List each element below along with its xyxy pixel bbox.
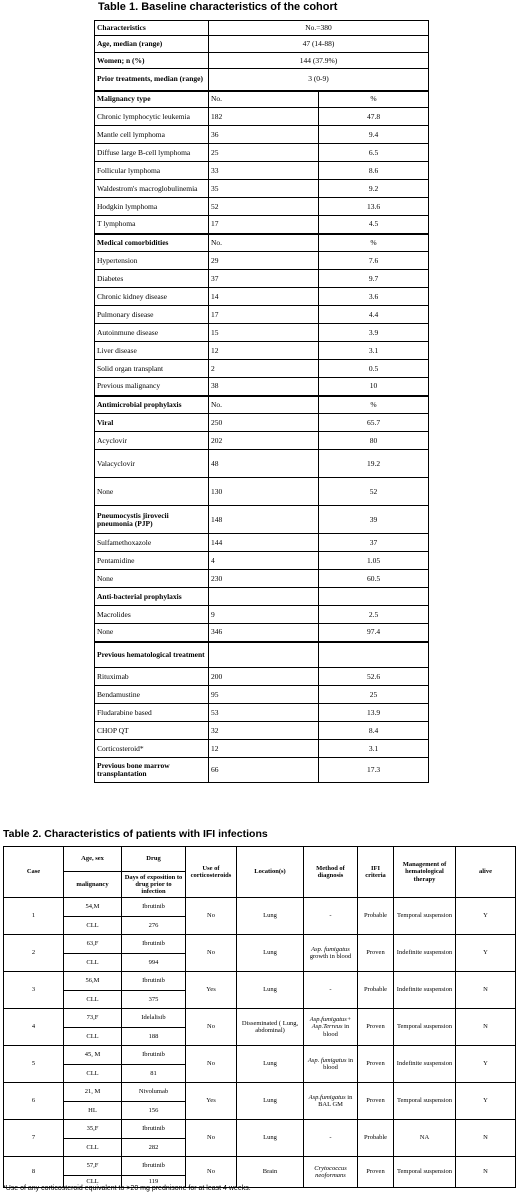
t1-row-pct: 47.8: [319, 108, 429, 126]
t2-location-cell: Lung: [237, 1083, 304, 1120]
t1-row-label: Sulfamethoxazole: [95, 534, 209, 552]
table-row: [4, 1046, 516, 1065]
t1-row-pct: 65.7: [319, 414, 429, 432]
t2-alive-cell: Y: [456, 1083, 516, 1120]
t2-management-cell: Temporal suspension: [394, 1009, 456, 1046]
t2-management-cell: Temporal suspension: [394, 1083, 456, 1120]
t2-cortico-cell: No: [186, 1157, 237, 1188]
t1-row-no: 144: [209, 534, 319, 552]
t2-management-cell: Temporal suspension: [394, 898, 456, 935]
t1-row-label: None: [95, 624, 209, 642]
t2-malignancy-cell: CLL: [64, 1139, 122, 1157]
t2-method-header: Method of diagnosis: [304, 847, 358, 898]
method-text: in blood: [323, 1023, 350, 1038]
t1-row-label: Diffuse large B-cell lymphoma: [95, 144, 209, 162]
t1-pct-header: %: [319, 396, 429, 414]
t1-row-pct: 6.5: [319, 144, 429, 162]
t2-alive-cell: Y: [456, 898, 516, 935]
t1-comorb-header: Medical comorbidities: [95, 234, 209, 252]
t2-age-sex-cell: 56,M: [64, 972, 122, 991]
t1-age-label: Age, median (range): [95, 36, 209, 53]
table-row: [4, 935, 516, 954]
t1-row-pct: 9.4: [319, 126, 429, 144]
method-text: -: [329, 912, 332, 920]
t2-days-cell: 156: [122, 1102, 186, 1120]
t1-row-label: Rituximab: [95, 668, 209, 686]
t1-row-pct: 3.1: [319, 740, 429, 758]
t2-location-cell: Lung: [237, 1120, 304, 1157]
t2-location-cell: Lung: [237, 1046, 304, 1083]
t2-location-cell: Lung: [237, 935, 304, 972]
t1-no-header: No.: [209, 234, 319, 252]
t2-age-sex-cell: 21, M: [64, 1083, 122, 1102]
method-text: in BAL GM: [318, 1093, 353, 1108]
t1-row-pct: 60.5: [319, 570, 429, 588]
t1-row-label: None: [95, 478, 209, 506]
t2-location-header: Location(s): [237, 847, 304, 898]
t1-row-pct: 9.7: [319, 270, 429, 288]
t2-alive-cell: N: [456, 1157, 516, 1188]
t2-drug-cell: Ibrutinib: [122, 1120, 186, 1139]
t2-case-cell: 7: [4, 1120, 64, 1157]
t2-case-cell: 6: [4, 1083, 64, 1120]
t2-management-cell: Indefinite suspension: [394, 1046, 456, 1083]
t1-row-no: 38: [209, 378, 319, 396]
t1-prophylaxis-header: Antimicrobial prophylaxis: [95, 396, 209, 414]
t1-row-label: Waldestrom's macroglobulinemia: [95, 180, 209, 198]
t1-row-no: 53: [209, 704, 319, 722]
t1-row-pct: 39: [319, 506, 429, 534]
t2-drug-cell: Ibrutinib: [122, 935, 186, 954]
t1-row-no: 2: [209, 360, 319, 378]
t1-row-label: Mantle cell lymphoma: [95, 126, 209, 144]
t1-row-label: Chronic lymphocytic leukemia: [95, 108, 209, 126]
t1-row-pct: 8.6: [319, 162, 429, 180]
table-row: [4, 972, 516, 991]
t1-row-label: Hodgkin lymphoma: [95, 198, 209, 216]
method-text: -: [329, 986, 332, 994]
t2-drug-header: Drug: [122, 847, 186, 872]
t1-row-label: Pentamidine: [95, 552, 209, 570]
t2-method-cell: [304, 898, 358, 935]
organism-name: Asp.fumigatus+ Asp.Terreus: [309, 1016, 352, 1031]
t2-case-cell: 8: [4, 1157, 64, 1188]
t2-drug-cell: Idelalisib: [122, 1009, 186, 1028]
t2-management-header: Management of hematological therapy: [394, 847, 456, 898]
t2-malignancy-cell: CLL: [64, 1065, 122, 1083]
t2-malignancy-cell: CLL: [64, 1028, 122, 1046]
t2-cortico-cell: Yes: [186, 1083, 237, 1120]
t2-location-cell: Lung: [237, 972, 304, 1009]
method-text: in blood: [323, 1056, 354, 1071]
t2-age-sex-header: Age, sex: [64, 847, 122, 872]
t1-row-pct: 7.6: [319, 252, 429, 270]
t2-age-sex-cell: 45, M: [64, 1046, 122, 1065]
t1-row-no: 148: [209, 506, 319, 534]
t2-criteria-cell: Proven: [358, 1046, 394, 1083]
t1-antibacterial-header: Anti-bacterial prophylaxis: [95, 588, 209, 606]
t2-drug-cell: Ibrutinib: [122, 898, 186, 917]
t2-days-cell: 375: [122, 991, 186, 1009]
table-row: [4, 1157, 516, 1176]
t2-management-cell: Indefinite suspension: [394, 935, 456, 972]
t1-row-label: Pulmonary disease: [95, 306, 209, 324]
t2-malignancy-cell: CLL: [64, 991, 122, 1009]
t1-row-no: 14: [209, 288, 319, 306]
t1-row-no: 182: [209, 108, 319, 126]
t2-location-cell: Disseminated ( Lung, abdominal): [237, 1009, 304, 1046]
t1-empty-cell: [319, 642, 429, 668]
t2-criteria-cell: Probable: [358, 1120, 394, 1157]
table-row: [4, 1083, 516, 1102]
t1-row-label: Solid organ transplant: [95, 360, 209, 378]
t2-malignancy-cell: CLL: [64, 917, 122, 935]
t1-row-pct: 8.4: [319, 722, 429, 740]
t2-criteria-cell: Proven: [358, 1157, 394, 1188]
organism-name: Asp. fumigatus: [307, 1056, 347, 1064]
t1-row-pct: 52: [319, 478, 429, 506]
t2-case-cell: 4: [4, 1009, 64, 1046]
t1-women-value: 144 (37.9%): [209, 53, 429, 69]
t2-method-cell: [304, 1120, 358, 1157]
t2-criteria-cell: Proven: [358, 1083, 394, 1120]
t1-prior-label: Prior treatments, median (range): [95, 69, 209, 91]
t2-case-cell: 5: [4, 1046, 64, 1083]
table1-title: Table 1. Baseline characteristics of the cohort: [98, 1, 338, 13]
t1-pct-header: %: [319, 234, 429, 252]
t1-row-no: 33: [209, 162, 319, 180]
t2-age-sex-cell: 63,F: [64, 935, 122, 954]
t1-row-no: 37: [209, 270, 319, 288]
t2-malignancy-cell: CLL: [64, 954, 122, 972]
table-row: [4, 898, 516, 917]
method-text: growth in blood: [309, 953, 352, 960]
t2-case-cell: 2: [4, 935, 64, 972]
t1-row-no: 130: [209, 478, 319, 506]
ifi-patients-table: [3, 846, 516, 1188]
t2-criteria-cell: Proven: [358, 1009, 394, 1046]
organism-name: Asp.fumigatus: [308, 1093, 346, 1101]
t1-row-label: Follicular lymphoma: [95, 162, 209, 180]
t1-row-no: 4: [209, 552, 319, 570]
t1-header-value: No.=380: [209, 21, 429, 36]
t1-bmt-label: Previous bone marrow transplantation: [95, 758, 209, 783]
t1-row-pct: 2.5: [319, 606, 429, 624]
t1-row-no: 17: [209, 216, 319, 234]
t2-method-cell: [304, 972, 358, 1009]
t2-method-cell: [304, 1046, 358, 1083]
t2-criteria-cell: Probable: [358, 898, 394, 935]
t2-criteria-header: IFI criteria: [358, 847, 394, 898]
t1-row-pct: 17.3: [319, 758, 429, 783]
t2-age-sex-cell: 35,F: [64, 1120, 122, 1139]
t1-pct-header: %: [319, 91, 429, 108]
t1-prev-treatment-header: Previous hematological treatment: [95, 642, 209, 668]
table-row: [4, 1009, 516, 1028]
table-row: [4, 1120, 516, 1139]
t1-row-pct: 13.6: [319, 198, 429, 216]
t1-malignancy-header: Malignancy type: [95, 91, 209, 108]
t1-row-no: 346: [209, 624, 319, 642]
t1-empty-cell: [319, 588, 429, 606]
t2-case-cell: 1: [4, 898, 64, 935]
t2-drug-cell: Ibrutinib: [122, 972, 186, 991]
t2-cortico-cell: Yes: [186, 972, 237, 1009]
t1-row-no: 200: [209, 668, 319, 686]
t2-drug-cell: Nivolumab: [122, 1083, 186, 1102]
t2-alive-cell: Y: [456, 935, 516, 972]
t2-malignancy-cell: CLL: [64, 1176, 122, 1188]
t1-row-pct: 3.6: [319, 288, 429, 306]
t1-row-label: Bendamustine: [95, 686, 209, 704]
t1-row-label: Acyclovir: [95, 432, 209, 450]
t1-row-label: Chronic kidney disease: [95, 288, 209, 306]
t2-drug-cell: Ibrutinib: [122, 1157, 186, 1176]
t2-criteria-cell: Probable: [358, 972, 394, 1009]
footnote: *Use of any corticosteroid equivalent to >20 mg prednisone for at least 4 weeks.: [3, 1185, 251, 1192]
t1-row-pct: 1.05: [319, 552, 429, 570]
t2-alive-cell: N: [456, 1120, 516, 1157]
t1-row-pct: 52.6: [319, 668, 429, 686]
t1-row-no: 35: [209, 180, 319, 198]
t2-criteria-cell: Proven: [358, 935, 394, 972]
t1-row-no: 230: [209, 570, 319, 588]
t1-row-label: Valacyclovir: [95, 450, 209, 478]
t1-row-pct: 97.4: [319, 624, 429, 642]
t2-cortico-cell: No: [186, 898, 237, 935]
organism-name: Asp. fumigatus: [311, 945, 350, 953]
t1-row-pct: 25: [319, 686, 429, 704]
t1-row-no: 95: [209, 686, 319, 704]
t2-alive-cell: N: [456, 1009, 516, 1046]
t2-days-cell: 188: [122, 1028, 186, 1046]
t2-case-cell: 3: [4, 972, 64, 1009]
t2-days-cell: 276: [122, 917, 186, 935]
t1-empty-cell: [209, 588, 319, 606]
t2-days-cell: 81: [122, 1065, 186, 1083]
t1-row-no: 66: [209, 758, 319, 783]
t1-row-no: 202: [209, 432, 319, 450]
t2-days-header: Days of exposition to drug prior to infection: [122, 872, 186, 898]
t2-method-cell: [304, 1157, 358, 1188]
t1-row-no: 9: [209, 606, 319, 624]
t1-row-pct: 9.2: [319, 180, 429, 198]
t2-days-cell: 994: [122, 954, 186, 972]
t2-management-cell: Indefinite suspension: [394, 972, 456, 1009]
t1-row-label: CHOP QT: [95, 722, 209, 740]
t1-row-no: 29: [209, 252, 319, 270]
t1-row-pct: 3.1: [319, 342, 429, 360]
t2-days-cell: 119: [122, 1176, 186, 1188]
t1-no-header: No.: [209, 396, 319, 414]
t1-row-pct: 3.9: [319, 324, 429, 342]
t1-row-pct: 0.5: [319, 360, 429, 378]
t1-viral-label: Viral: [95, 414, 209, 432]
t1-row-no: 12: [209, 740, 319, 758]
t2-age-sex-cell: 57,F: [64, 1157, 122, 1176]
table2-title: Table 2. Characteristics of patients with IFI infections: [3, 828, 268, 840]
t1-row-label: Fludarabine based: [95, 704, 209, 722]
t1-pjp-label: Pneumocystis jirovecii pneumonia (PJP): [95, 506, 209, 534]
t1-row-pct: 4.5: [319, 216, 429, 234]
t2-method-cell: [304, 1009, 358, 1046]
t2-case-header: Case: [4, 847, 64, 898]
t1-row-pct: 4.4: [319, 306, 429, 324]
t1-row-no: 25: [209, 144, 319, 162]
t2-age-sex-cell: 54,M: [64, 898, 122, 917]
t1-row-label: Autoinmune disease: [95, 324, 209, 342]
t2-management-cell: Temporal suspension: [394, 1157, 456, 1188]
t1-row-no: 250: [209, 414, 319, 432]
t1-empty-cell: [209, 642, 319, 668]
organism-name: Crytococcus neoformans: [314, 1164, 347, 1179]
t1-row-label: Diabetes: [95, 270, 209, 288]
t2-alive-cell: N: [456, 972, 516, 1009]
t1-row-pct: 13.9: [319, 704, 429, 722]
t1-row-pct: 37: [319, 534, 429, 552]
t1-row-no: 32: [209, 722, 319, 740]
t1-row-no: 15: [209, 324, 319, 342]
t1-row-pct: 10: [319, 378, 429, 396]
t1-row-label: Liver disease: [95, 342, 209, 360]
t1-row-label: T lymphoma: [95, 216, 209, 234]
t1-header-label: Characteristics: [95, 21, 209, 36]
t1-row-pct: 80: [319, 432, 429, 450]
t2-management-cell: NA: [394, 1120, 456, 1157]
t1-row-no: 12: [209, 342, 319, 360]
t2-alive-cell: Y: [456, 1046, 516, 1083]
t1-age-value: 47 (14-88): [209, 36, 429, 53]
t2-method-cell: [304, 935, 358, 972]
t2-cortico-cell: No: [186, 1120, 237, 1157]
method-text: -: [329, 1134, 332, 1142]
t2-cortico-header: Use of corticosteroids: [186, 847, 237, 898]
t1-row-no: 48: [209, 450, 319, 478]
t2-malignancy-header: malignancy: [64, 872, 122, 898]
t2-alive-header: alive: [456, 847, 516, 898]
t1-row-pct: 19.2: [319, 450, 429, 478]
t1-women-label: Women; n (%): [95, 53, 209, 69]
t1-no-header: No.: [209, 91, 319, 108]
t2-cortico-cell: No: [186, 1009, 237, 1046]
t1-prior-value: 3 (0-9): [209, 69, 429, 91]
t2-days-cell: 282: [122, 1139, 186, 1157]
t2-age-sex-cell: 73,F: [64, 1009, 122, 1028]
t2-location-cell: Lung: [237, 898, 304, 935]
t1-row-label: None: [95, 570, 209, 588]
t1-row-label: Corticosteroid*: [95, 740, 209, 758]
t2-method-cell: [304, 1083, 358, 1120]
t2-location-cell: Brain: [237, 1157, 304, 1188]
t1-row-label: Hypertension: [95, 252, 209, 270]
t2-malignancy-cell: HL: [64, 1102, 122, 1120]
t2-drug-cell: Ibrutinib: [122, 1046, 186, 1065]
t1-row-label: Macrolides: [95, 606, 209, 624]
t2-cortico-cell: No: [186, 1046, 237, 1083]
t1-row-no: 17: [209, 306, 319, 324]
baseline-characteristics-table: [94, 20, 429, 783]
t1-row-no: 36: [209, 126, 319, 144]
t1-row-label: Previous malignancy: [95, 378, 209, 396]
t1-row-no: 52: [209, 198, 319, 216]
t2-cortico-cell: No: [186, 935, 237, 972]
